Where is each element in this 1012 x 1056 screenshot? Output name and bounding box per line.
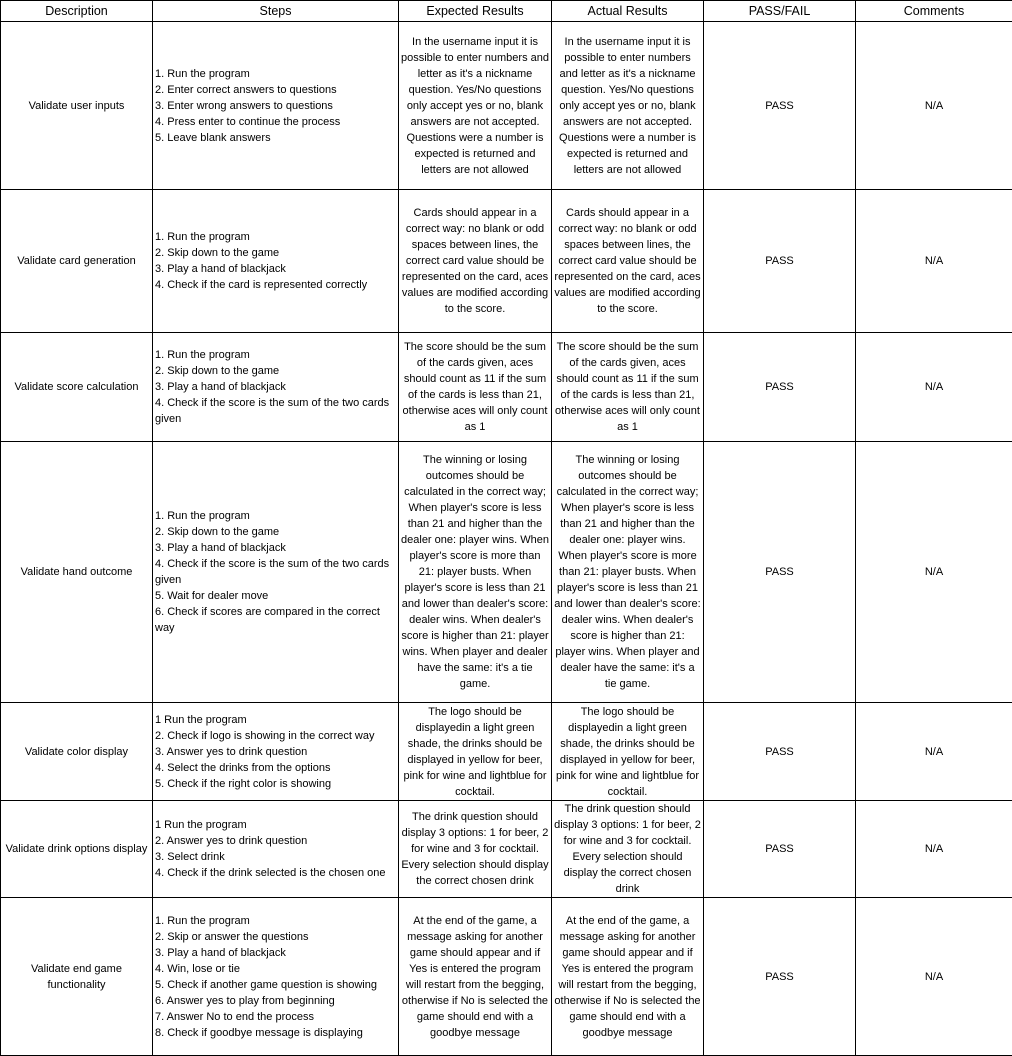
step-item: 8. Check if goodbye message is displaying <box>155 1025 396 1041</box>
row-steps <box>153 801 399 898</box>
step-item: 1 Run the program <box>155 712 396 728</box>
step-item: 3. Select drink <box>155 849 396 865</box>
row-expected-results: At the end of the game, a message asking for another game should appear and if Yes is entered the program will restart from the begging, otherwise if No is selected the game should end with a goodbye message <box>399 898 552 1056</box>
step-item: 3. Play a hand of blackjack <box>155 540 396 556</box>
row-description: Validate score calculation <box>1 333 153 442</box>
row-expected-results: The score should be the sum of the cards given, aces should count as 11 if the sum of the cards is less than 21, otherwise aces will only count as 1 <box>399 333 552 442</box>
step-item: 2. Skip down to the game <box>155 524 396 540</box>
table-row <box>1 22 1012 190</box>
row-actual-results: The winning or losing outcomes should be calculated in the correct way; When player's score is less than 21 and higher than the dealer one: player wins. When player's score is more than 21: player busts. When player's score is less than 21 and lower than dealer's score: dealer wins. When dealer's score is higher than 21: player wins. When player and dealer have the same: it's a tie game. <box>552 442 704 703</box>
row-pass-fail: PASS <box>704 801 856 898</box>
table-row <box>1 442 1012 703</box>
step-item: 4. Select the drinks from the options <box>155 760 396 776</box>
step-item: 4. Check if the score is the sum of the two cards given <box>155 556 396 588</box>
step-item: 3. Play a hand of blackjack <box>155 379 396 395</box>
row-comments: N/A <box>856 190 1012 333</box>
row-steps <box>153 898 399 1056</box>
step-item: 4. Win, lose or tie <box>155 961 396 977</box>
row-steps <box>153 190 399 333</box>
row-comments: N/A <box>856 898 1012 1056</box>
table-row <box>1 333 1012 442</box>
row-pass-fail: PASS <box>704 333 856 442</box>
header-comments: Comments <box>856 1 1012 22</box>
step-item: 2. Skip down to the game <box>155 363 396 379</box>
header-expected-results: Expected Results <box>399 1 552 22</box>
step-item: 6. Answer yes to play from beginning <box>155 993 396 1009</box>
row-pass-fail: PASS <box>704 898 856 1056</box>
row-pass-fail: PASS <box>704 703 856 801</box>
header-pass-fail: PASS/FAIL <box>704 1 856 22</box>
step-item: 1. Run the program <box>155 229 396 245</box>
row-description: Validate user inputs <box>1 22 153 190</box>
header-actual-results: Actual Results <box>552 1 704 22</box>
step-item: 2. Skip down to the game <box>155 245 396 261</box>
step-item: 1. Run the program <box>155 66 396 82</box>
step-item: 5. Wait for dealer move <box>155 588 396 604</box>
step-item: 4. Check if the drink selected is the chosen one <box>155 865 396 881</box>
step-item: 2. Skip or answer the questions <box>155 929 396 945</box>
step-item: 4. Check if the score is the sum of the two cards given <box>155 395 396 427</box>
step-item: 1. Run the program <box>155 508 396 524</box>
step-item: 2. Enter correct answers to questions <box>155 82 396 98</box>
row-description: Validate drink options display <box>1 801 153 898</box>
row-actual-results: At the end of the game, a message asking for another game should appear and if Yes is entered the program will restart from the begging, otherwise if No is selected the game should end with a goodbye message <box>552 898 704 1056</box>
row-steps <box>153 22 399 190</box>
step-item: 3. Answer yes to drink question <box>155 744 396 760</box>
row-description: Validate end game functionality <box>1 898 153 1056</box>
step-item: 1 Run the program <box>155 817 396 833</box>
row-expected-results: In the username input it is possible to enter numbers and letter as it's a nickname question. Yes/No questions only accept yes or no, blank answers are not accepted. Questions were a number is expected is returned and letters are not allowed <box>399 22 552 190</box>
table-row <box>1 190 1012 333</box>
row-description: Validate hand outcome <box>1 442 153 703</box>
step-item: 4. Check if the card is represented correctly <box>155 277 396 293</box>
step-item: 5. Check if another game question is showing <box>155 977 396 993</box>
step-item: 5. Leave blank answers <box>155 130 396 146</box>
row-comments: N/A <box>856 22 1012 190</box>
row-steps <box>153 703 399 801</box>
row-actual-results: The logo should be displayedin a light green shade, the drinks should be displayed in yellow for beer, pink for wine and lightblue for cocktail. <box>552 703 704 801</box>
row-steps <box>153 333 399 442</box>
step-item: 5. Check if the right color is showing <box>155 776 396 792</box>
row-expected-results: The winning or losing outcomes should be calculated in the correct way; When player's score is less than 21 and higher than the dealer one: player wins. When player's score is more than 21: player busts. When player's score is less than 21 and lower than dealer's score: dealer wins. When dealer's score is higher than 21: player wins. When player and dealer have the same: it's a tie game. <box>399 442 552 703</box>
table-row <box>1 703 1012 801</box>
header-description: Description <box>1 1 153 22</box>
row-pass-fail: PASS <box>704 190 856 333</box>
step-item: 4. Press enter to continue the process <box>155 114 396 130</box>
row-steps <box>153 442 399 703</box>
step-item: 7. Answer No to end the process <box>155 1009 396 1025</box>
row-expected-results: The drink question should display 3 options: 1 for beer, 2 for wine and 3 for cocktail. Every selection should display the correct chosen drink <box>399 801 552 898</box>
table-row <box>1 898 1012 1056</box>
row-pass-fail: PASS <box>704 22 856 190</box>
header-row <box>1 1 1012 22</box>
step-item: 1. Run the program <box>155 913 396 929</box>
step-item: 1. Run the program <box>155 347 396 363</box>
row-expected-results: Cards should appear in a correct way: no blank or odd spaces between lines, the correct card value should be represented on the card, aces values are modified according to the score. <box>399 190 552 333</box>
row-description: Validate card generation <box>1 190 153 333</box>
step-item: 3. Play a hand of blackjack <box>155 945 396 961</box>
row-pass-fail: PASS <box>704 442 856 703</box>
step-item: 3. Play a hand of blackjack <box>155 261 396 277</box>
header-steps: Steps <box>153 1 399 22</box>
step-item: 6. Check if scores are compared in the correct way <box>155 604 396 636</box>
step-item: 2. Check if logo is showing in the correct way <box>155 728 396 744</box>
row-comments: N/A <box>856 703 1012 801</box>
row-actual-results: The score should be the sum of the cards given, aces should count as 11 if the sum of the cards is less than 21, otherwise aces will only count as 1 <box>552 333 704 442</box>
row-actual-results: The drink question should display 3 options: 1 for beer, 2 for wine and 3 for cocktail. Every selection should display the correct chosen drink <box>552 801 704 898</box>
step-item: 2. Answer yes to drink question <box>155 833 396 849</box>
row-comments: N/A <box>856 442 1012 703</box>
row-actual-results: In the username input it is possible to enter numbers and letter as it's a nickname question. Yes/No questions only accept yes or no, blank answers are not accepted. Questions were a number is expected is returned and letters are not allowed <box>552 22 704 190</box>
step-item: 3. Enter wrong answers to questions <box>155 98 396 114</box>
row-description: Validate color display <box>1 703 153 801</box>
row-actual-results: Cards should appear in a correct way: no blank or odd spaces between lines, the correct card value should be represented on the card, aces values are modified according to the score. <box>552 190 704 333</box>
row-expected-results: The logo should be displayedin a light green shade, the drinks should be displayed in yellow for beer, pink for wine and lightblue for cocktail. <box>399 703 552 801</box>
table-row <box>1 801 1012 898</box>
row-comments: N/A <box>856 333 1012 442</box>
row-comments: N/A <box>856 801 1012 898</box>
